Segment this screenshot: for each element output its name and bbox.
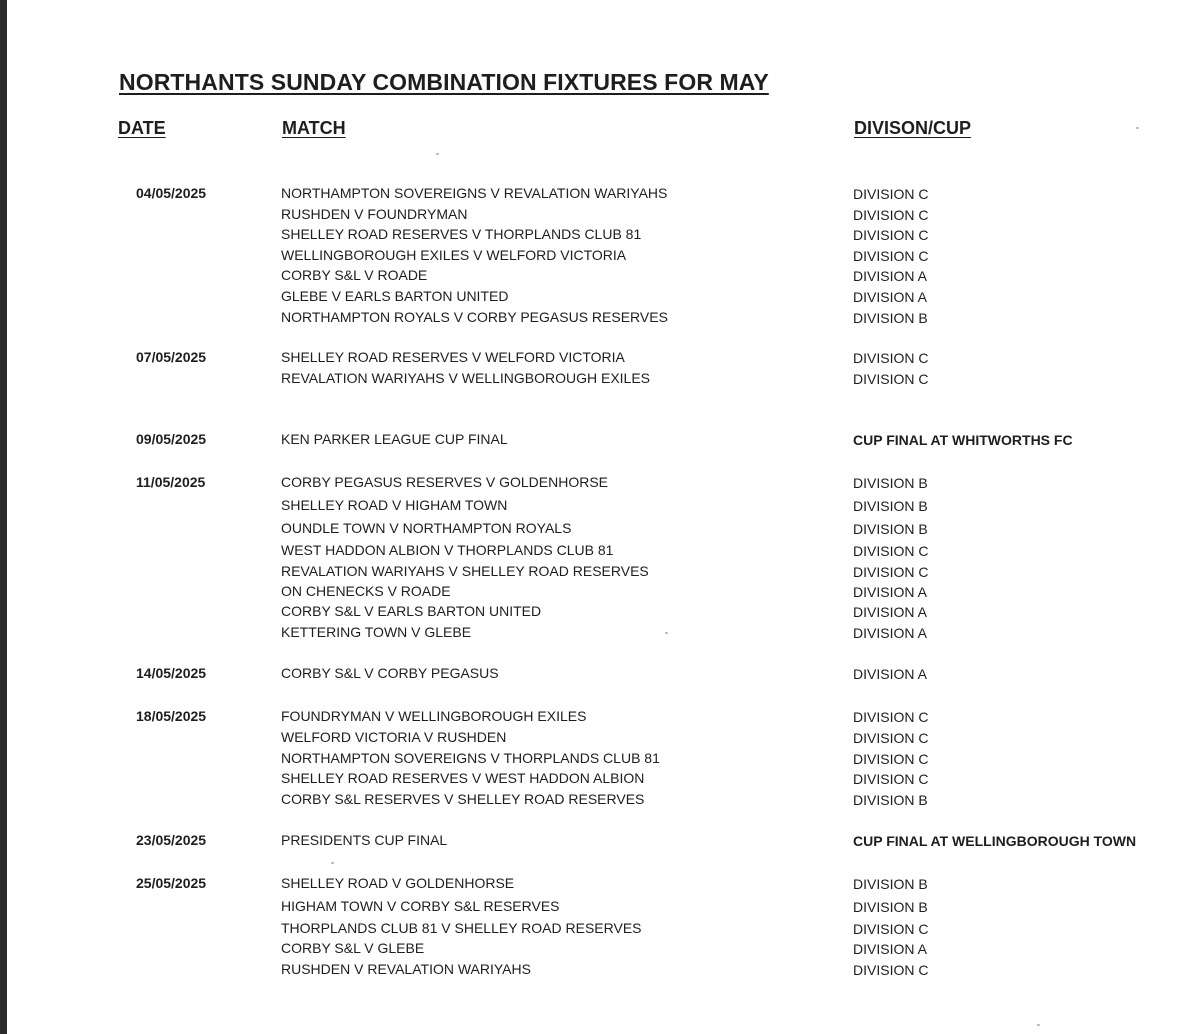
- fixture-division: DIVISION A: [853, 584, 927, 600]
- scan-speck: [1136, 127, 1139, 129]
- fixture-division: DIVISION A: [853, 625, 927, 641]
- fixture-division: DIVISION B: [853, 475, 928, 491]
- fixture-division: DIVISION C: [853, 543, 929, 559]
- fixture-division: DIVISION C: [853, 962, 929, 978]
- fixture-division: DIVISION B: [853, 899, 928, 915]
- fixture-date: 14/05/2025: [136, 665, 207, 681]
- fixture-division: DIVISION B: [853, 310, 928, 326]
- fixture-match: WELLINGBOROUGH EXILES V WELFORD VICTORIA: [281, 247, 627, 263]
- fixture-match: SHELLEY ROAD V HIGHAM TOWN: [281, 497, 508, 513]
- fixture-division: DIVISION C: [853, 771, 929, 787]
- fixture-division: DIVISION C: [853, 751, 929, 767]
- fixture-division: DIVISION B: [853, 792, 928, 808]
- fixture-match: NORTHAMPTON ROYALS V CORBY PEGASUS RESERVES: [281, 309, 668, 325]
- fixture-match: REVALATION WARIYAHS V SHELLEY ROAD RESERVES: [281, 563, 649, 579]
- fixture-date: 11/05/2025: [136, 474, 206, 490]
- column-header-match: MATCH: [282, 118, 346, 138]
- scan-edge-bar: [0, 0, 7, 1034]
- fixture-date: 09/05/2025: [136, 431, 207, 447]
- fixture-match: THORPLANDS CLUB 81 V SHELLEY ROAD RESERVES: [281, 920, 642, 936]
- fixture-match: CORBY S&L V CORBY PEGASUS: [281, 665, 499, 681]
- fixture-division: CUP FINAL AT WELLINGBOROUGH TOWN: [853, 833, 1137, 849]
- scan-speck: [1037, 1024, 1040, 1026]
- fixture-match: FOUNDRYMAN V WELLINGBOROUGH EXILES: [281, 708, 587, 724]
- fixture-match: CORBY PEGASUS RESERVES V GOLDENHORSE: [281, 474, 609, 490]
- page-title: NORTHANTS SUNDAY COMBINATION FIXTURES FOR MAY: [119, 69, 769, 95]
- fixture-match: OUNDLE TOWN V NORTHAMPTON ROYALS: [281, 520, 572, 536]
- fixture-division: DIVISION A: [853, 666, 927, 682]
- fixture-match: CORBY S&L RESERVES V SHELLEY ROAD RESERVES: [281, 791, 645, 807]
- scan-speck: [331, 862, 334, 864]
- fixture-match: HIGHAM TOWN V CORBY S&L RESERVES: [281, 898, 560, 914]
- fixture-division: DIVISION C: [853, 227, 929, 243]
- fixture-match: RUSHDEN V FOUNDRYMAN: [281, 206, 468, 222]
- fixture-division: DIVISION B: [853, 498, 928, 514]
- fixture-match: CORBY S&L V ROADE: [281, 267, 428, 283]
- fixture-division: DIVISION A: [853, 289, 927, 305]
- fixture-match: CORBY S&L V EARLS BARTON UNITED: [281, 603, 542, 619]
- column-header-date: DATE: [118, 118, 166, 138]
- fixture-date: 07/05/2025: [136, 349, 207, 365]
- fixture-match: GLEBE V EARLS BARTON UNITED: [281, 288, 509, 304]
- fixture-division: DIVISION C: [853, 248, 929, 264]
- fixture-date: 18/05/2025: [136, 708, 207, 724]
- fixture-match: REVALATION WARIYAHS V WELLINGBOROUGH EXILES: [281, 370, 651, 386]
- fixture-division: DIVISION C: [853, 350, 929, 366]
- fixture-match: KEN PARKER LEAGUE CUP FINAL: [281, 431, 508, 447]
- fixture-division: DIVISION A: [853, 604, 927, 620]
- fixture-match: WELFORD VICTORIA V RUSHDEN: [281, 729, 507, 745]
- fixture-match: SHELLEY ROAD V GOLDENHORSE: [281, 875, 515, 891]
- scan-speck: [436, 153, 439, 155]
- fixture-match: SHELLEY ROAD RESERVES V WELFORD VICTORIA: [281, 349, 625, 365]
- scan-speck: [665, 632, 668, 634]
- fixture-match: WEST HADDON ALBION V THORPLANDS CLUB 81: [281, 542, 614, 558]
- fixture-date: 23/05/2025: [136, 832, 207, 848]
- fixture-match: NORTHAMPTON SOVEREIGNS V REVALATION WARIYAHS: [281, 185, 668, 201]
- fixture-match: NORTHAMPTON SOVEREIGNS V THORPLANDS CLUB 81: [281, 750, 660, 766]
- fixture-date: 04/05/2025: [136, 185, 207, 201]
- fixture-match: CORBY S&L V GLEBE: [281, 940, 425, 956]
- fixture-division: DIVISION C: [853, 921, 929, 937]
- fixture-division: DIVISION C: [853, 186, 929, 202]
- fixture-match: ON CHENECKS V ROADE: [281, 583, 451, 599]
- fixture-division: DIVISION A: [853, 941, 927, 957]
- column-header-division: DIVISON/CUP: [854, 118, 972, 138]
- fixture-date: 25/05/2025: [136, 875, 207, 891]
- fixture-division: DIVISION C: [853, 564, 929, 580]
- fixture-match: RUSHDEN V REVALATION WARIYAHS: [281, 961, 531, 977]
- fixture-division: DIVISION B: [853, 521, 928, 537]
- fixture-division: CUP FINAL AT WHITWORTHS FC: [853, 432, 1073, 448]
- fixture-division: DIVISION C: [853, 207, 929, 223]
- fixture-match: SHELLEY ROAD RESERVES V WEST HADDON ALBION: [281, 770, 645, 786]
- fixture-division: DIVISION A: [853, 268, 927, 284]
- fixture-division: DIVISION B: [853, 876, 928, 892]
- fixture-division: DIVISION C: [853, 730, 929, 746]
- fixture-match: PRESIDENTS CUP FINAL: [281, 832, 448, 848]
- fixture-division: DIVISION C: [853, 709, 929, 725]
- fixture-match: SHELLEY ROAD RESERVES V THORPLANDS CLUB 81: [281, 226, 642, 242]
- fixture-division: DIVISION C: [853, 371, 929, 387]
- fixture-match: KETTERING TOWN V GLEBE: [281, 624, 472, 640]
